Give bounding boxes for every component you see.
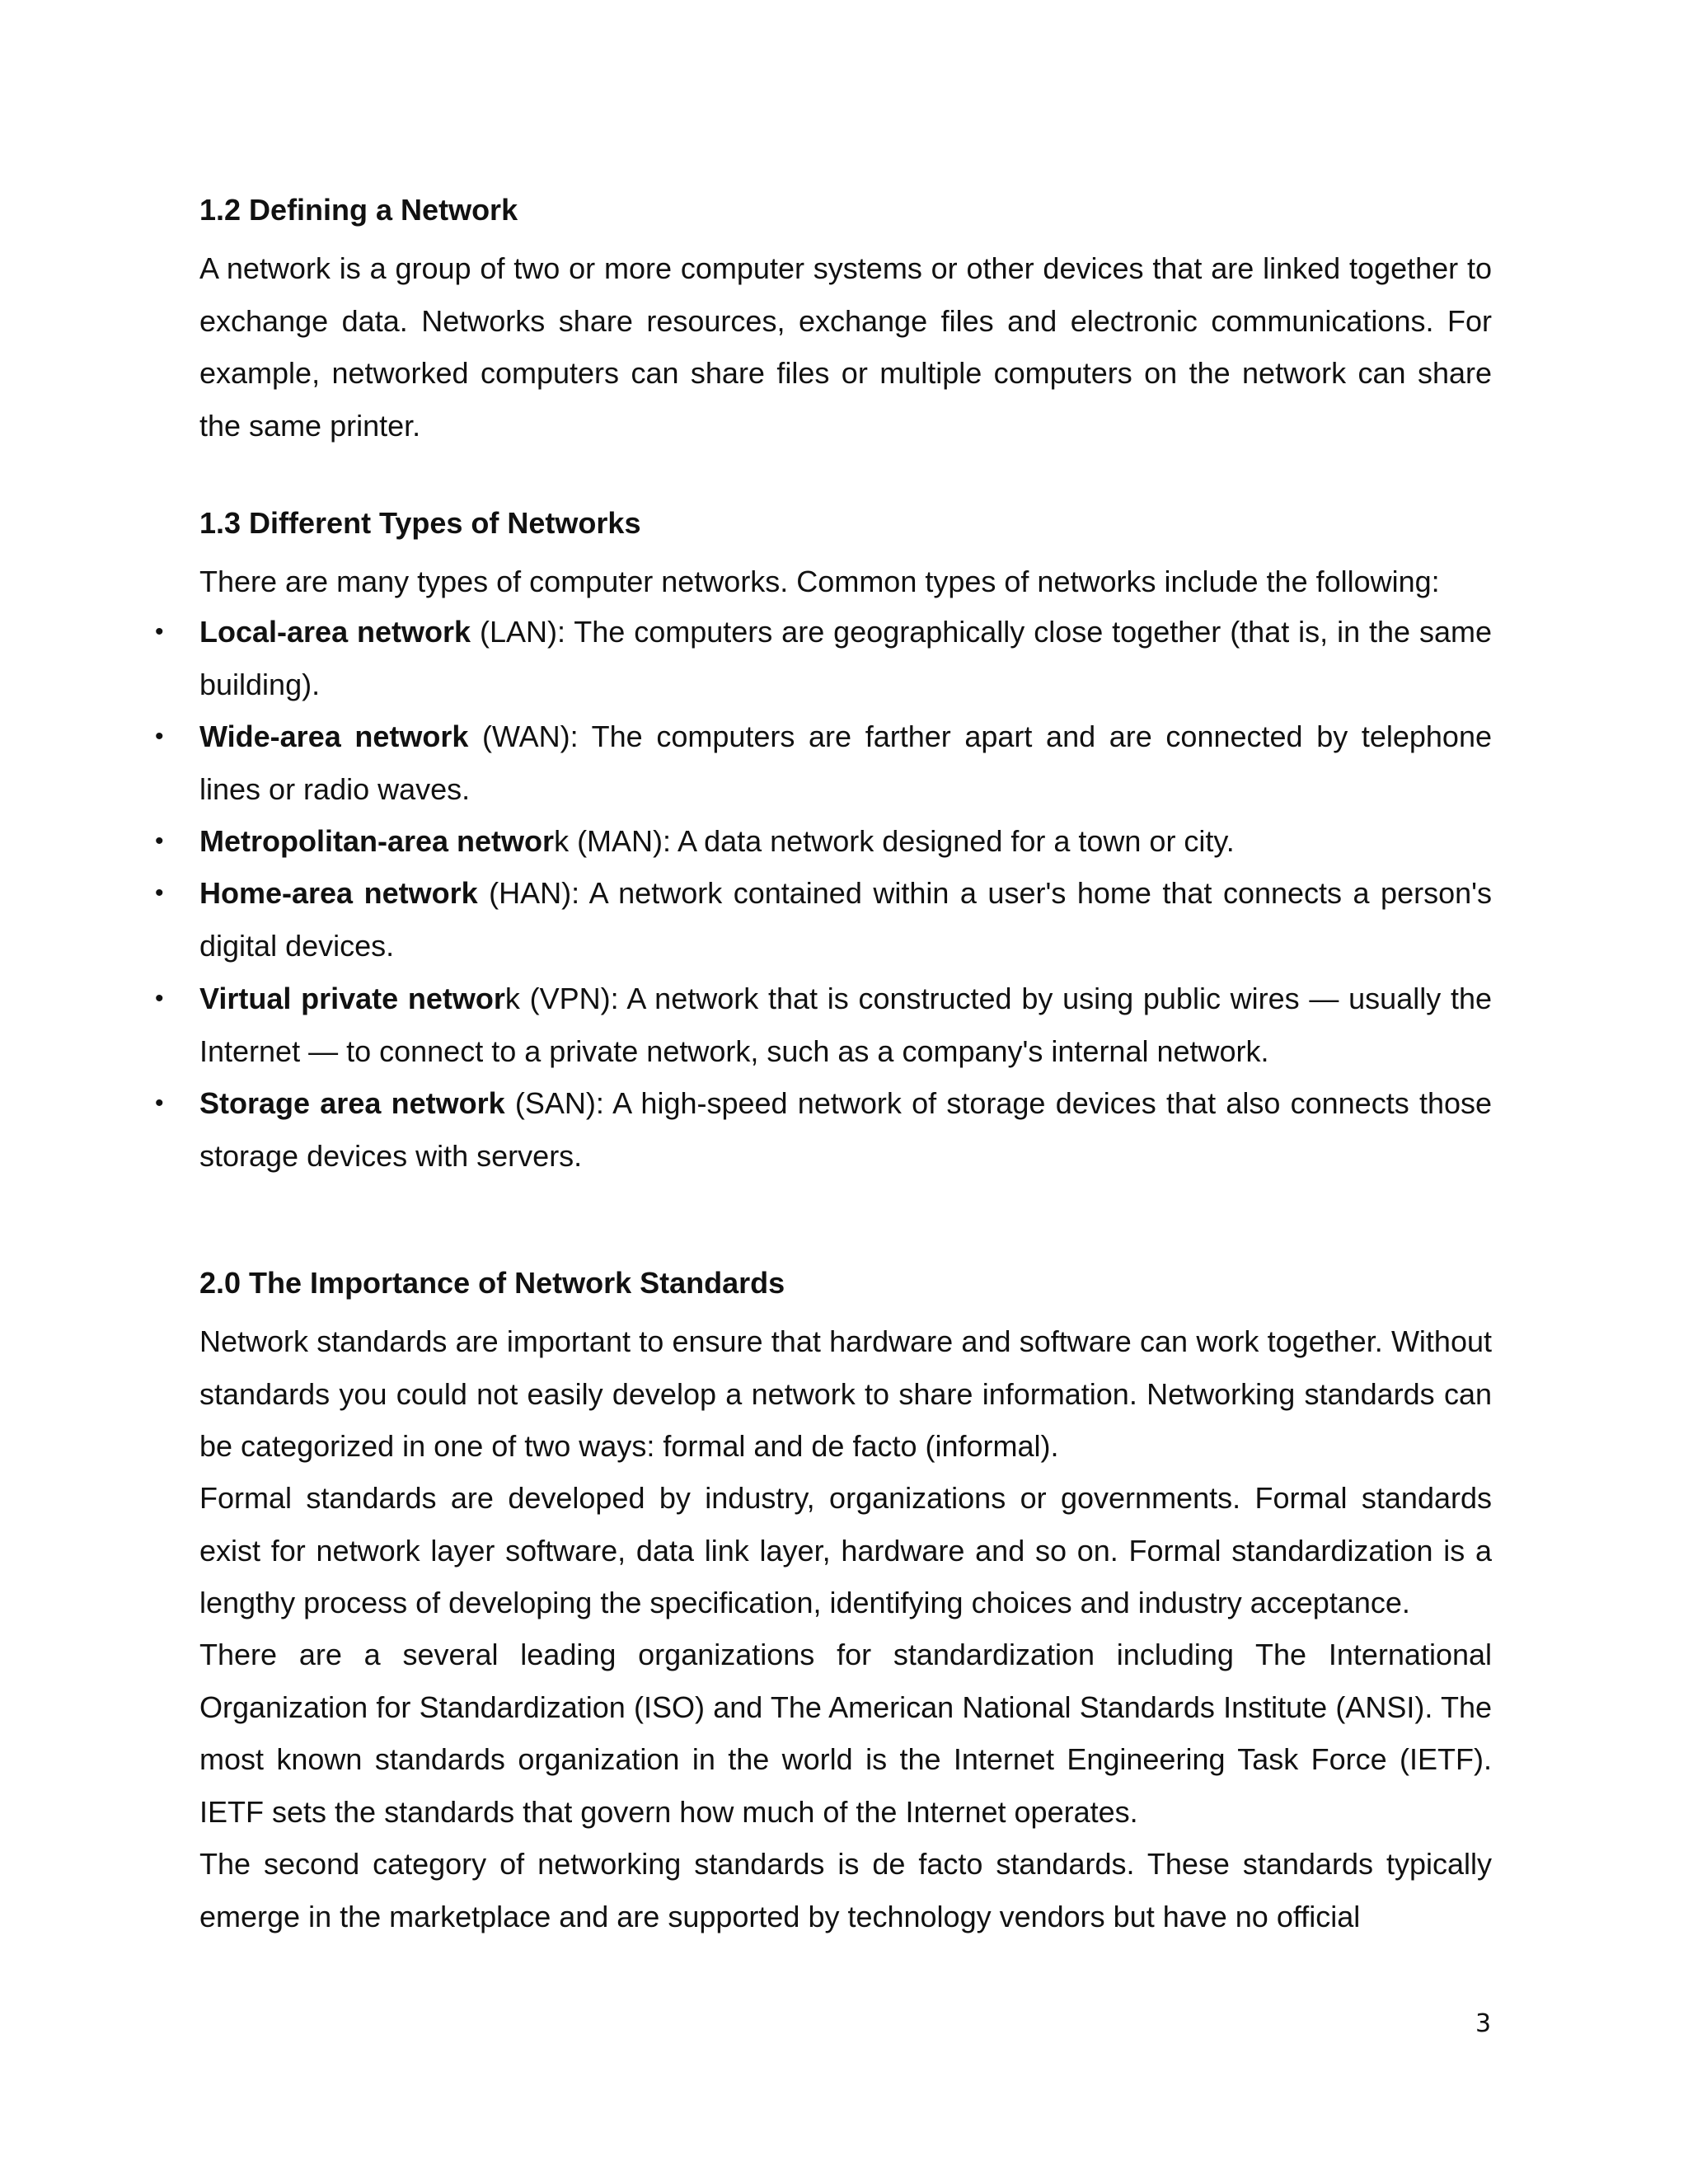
- list-item-vpn: [155, 972, 1492, 1077]
- paragraph-types-intro: There are many types of computer networks. Common types of networks include the following:: [199, 565, 1440, 598]
- paragraph-standards-importance: Network standards are important to ensure that hardware and software can work together. Without standards you could not easily develop a network to share information. Networking standards can be categorized in one of two ways: formal and de facto (informal).: [199, 1324, 1492, 1463]
- section-heading-types-of-networks: 1.3 Different Types of Networks: [199, 506, 641, 540]
- paragraph-formal-standards: Formal standards are developed by industry, organizations or governments. Formal standards exist for network layer software, data link layer, hardware and so on. Formal standardization is a lengthy process of developing the specification, identifying choices and industry acceptance.: [199, 1481, 1492, 1619]
- bullet-icon: •: [155, 827, 164, 855]
- section-heading-defining-network: 1.2 Defining a Network: [199, 193, 518, 227]
- bullet-icon: •: [155, 618, 164, 645]
- term-vpn: Virtual private networ: [199, 982, 505, 1015]
- description-wan: (WAN): The computers are farther apart and are connected by telephone lines or radio waves.: [199, 719, 1492, 806]
- paragraph-standards-organizations: There are a several leading organizations for standardization including The International Organization for Standardization (ISO) and The American National Standards Institute (ANSI). The most known standards organization in the world is the Internet Engineering Task Force (IETF). IETF sets the standards that govern how much of the Internet operates.: [199, 1638, 1492, 1829]
- description-lan: (LAN): The computers are geographically close together (that is, in the same building).: [199, 615, 1493, 701]
- description-san: (SAN): A high-speed network of storage devices that also connects those storage devices with servers.: [199, 1086, 1493, 1173]
- term-han: Home-area network: [199, 876, 478, 910]
- list-item-wan: [155, 710, 1492, 815]
- description-han: (HAN): A network contained within a user's home that connects a person's digital devices.: [199, 876, 1493, 963]
- term-lan: Local-area network: [199, 615, 471, 649]
- bullet-icon: •: [155, 1090, 164, 1117]
- list-item-man: [155, 815, 1492, 868]
- description-vpn: k (VPN): A network that is constructed by using public wires — usually the Internet — to connect to a private network, such as a company's internal network.: [199, 982, 1492, 1068]
- bullet-icon: •: [155, 723, 164, 750]
- bullet-icon: •: [155, 879, 164, 907]
- list-item-han: [155, 867, 1493, 972]
- list-item-san: [155, 1077, 1493, 1182]
- term-wan: Wide-area network: [199, 719, 469, 753]
- paragraph-de-facto-standards: The second category of networking standards is de facto standards. These standards typically emerge in the marketplace and are supported by technology vendors but have no official: [199, 1847, 1492, 1933]
- section-heading-network-standards: 2.0 The Importance of Network Standards: [199, 1266, 785, 1300]
- term-san: Storage area network: [199, 1086, 505, 1120]
- paragraph-network-definition: A network is a group of two or more computer systems or other devices that are linked together to exchange data. Networks share resources, exchange files and electronic communications. For example, networked computers can share files or multiple computers on the network can share the same printer.: [199, 251, 1492, 443]
- page-number: 3: [1475, 2009, 1492, 2038]
- list-item-lan: [155, 606, 1493, 710]
- description-man: k (MAN): A data network designed for a town or city.: [554, 824, 1235, 858]
- bullet-icon: •: [155, 985, 164, 1012]
- term-man: Metropolitan-area networ: [199, 824, 555, 858]
